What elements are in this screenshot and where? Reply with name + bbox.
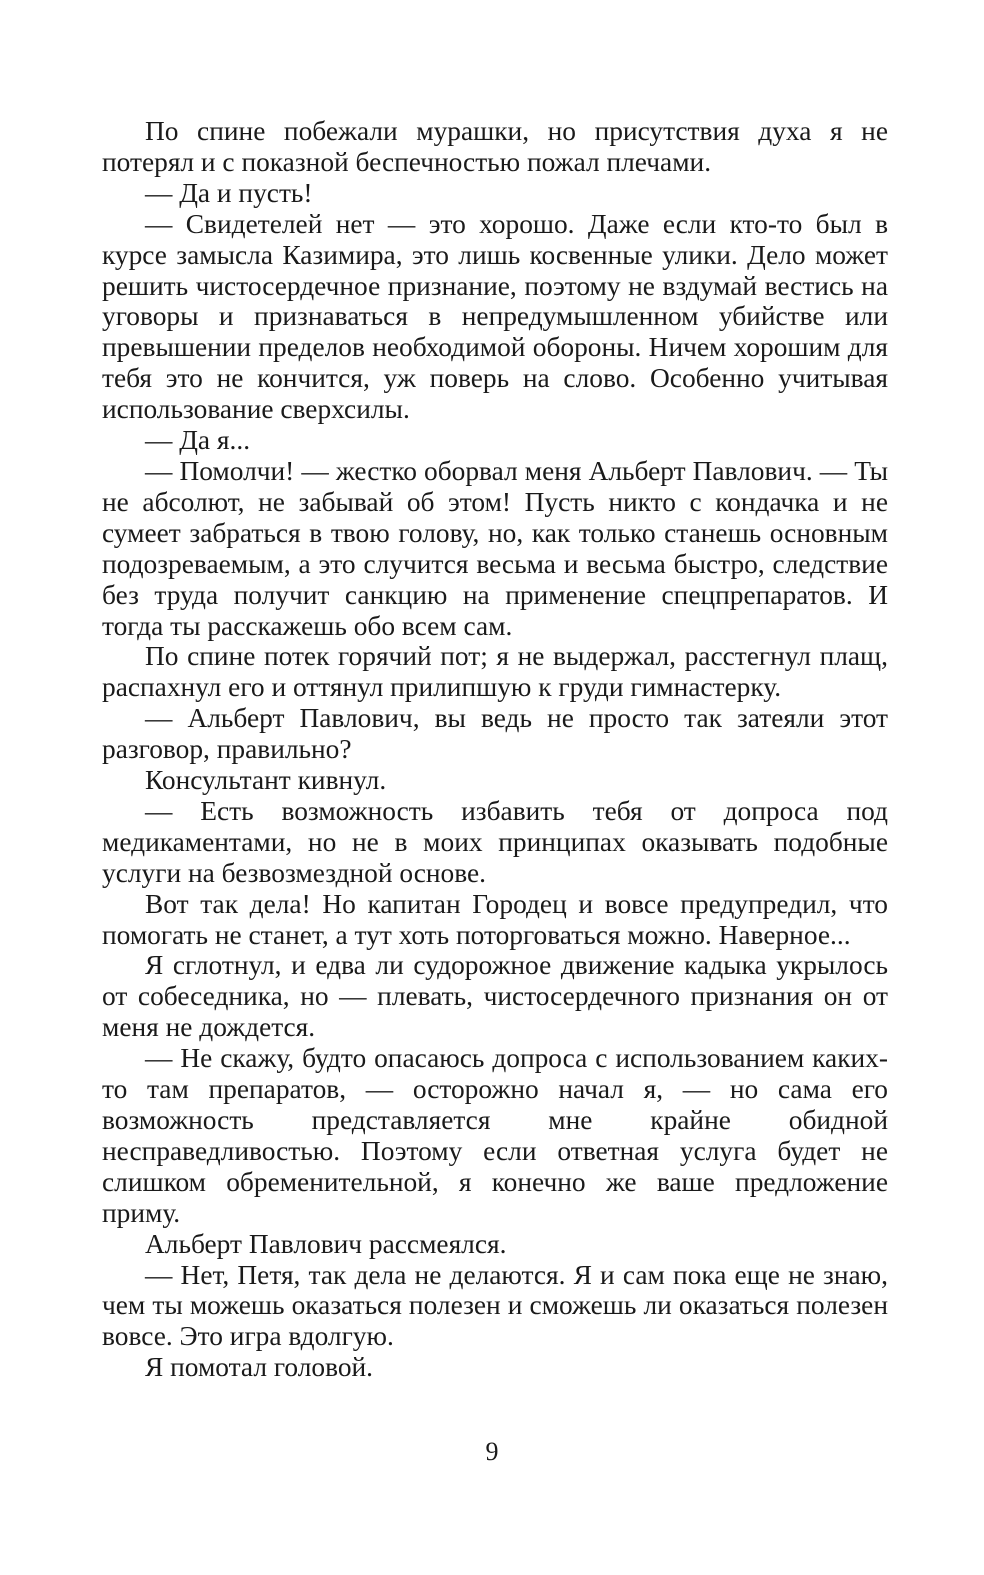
paragraph-12: — Не скажу, будто опасаюсь допроса с использованием каких-то там препаратов, — осторожно начал я, — но сама его возможность представляется мне крайне обидной несправедливостью. Поэтому если ответная услуга будет не слишком обременительной, я конечно же ваше предложение приму. [102,1043,888,1228]
paragraph-7: — Альберт Павлович, вы ведь не просто так затеяли этот разговор, правильно? [102,703,888,765]
paragraph-14: — Нет, Петя, так дела не делаются. Я и сам пока еще не знаю, чем ты можешь оказаться полезен и сможешь ли оказаться полезен вовсе. Это игра вдолгую. [102,1259,888,1352]
paragraph-9: — Есть возможность избавить тебя от допроса под медикаментами, но не в моих принципах оказывать подобные услуги на безвозмездной основе. [102,795,888,888]
paragraph-13: Альберт Павлович рассмеялся. [145,1228,507,1259]
paragraph-10: Вот так дела! Но капитан Городец и вовсе предупредил, что помогать не станет, а тут хоть поторговаться можно. Наверное... [102,888,888,950]
paragraph-6: По спине потек горячий пот; я не выдержал, расстегнул плащ, распахнул его и оттянул прилипшую к груди гимнастерку. [102,641,888,703]
page-number: 9 [485,1437,499,1466]
paragraph-11: Я сглотнул, и едва ли судорожное движение кадыка укрылось от собеседника, но — плевать, чистосердечного признания он от меня не дождется. [102,950,888,1043]
paragraph-8: Консультант кивнул. [145,765,387,796]
body-text [102,116,888,1383]
paragraph-4: — Да я... [145,425,251,456]
paragraph-3: — Свидетелей нет — это хорошо. Даже если кто-то был в курсе замысла Казимира, это лишь косвенные улики. Дело может решить чистосердечное признание, поэтому не вздумай вестись на уговоры и признаваться в непредумышленном убийстве или превышении пределов необходимой обороны. Ничем хорошим для тебя это не кончится, уж поверь на слово. Особенно учитывая использование сверхсилы. [102,208,888,425]
paragraph-5: — Помолчи! — жестко оборвал меня Альберт Павлович. — Ты не абсолют, не забывай об этом! Пусть никто с кондачка и не сумеет забраться в твою голову, но, как только станешь основным подозреваемым, а это случится весьма и весьма быстро, следствие без труда получит санкцию на применение спецпрепаратов. И тогда ты расскажешь обо всем сам. [102,455,888,641]
paragraph-2: — Да и пусть! [145,177,313,208]
paragraph-1: По спине побежали мурашки, но присутствия духа я не потерял и с показной беспечностью пожал плечами. [102,116,888,177]
paragraph-15: Я помотал головой. [145,1352,374,1383]
